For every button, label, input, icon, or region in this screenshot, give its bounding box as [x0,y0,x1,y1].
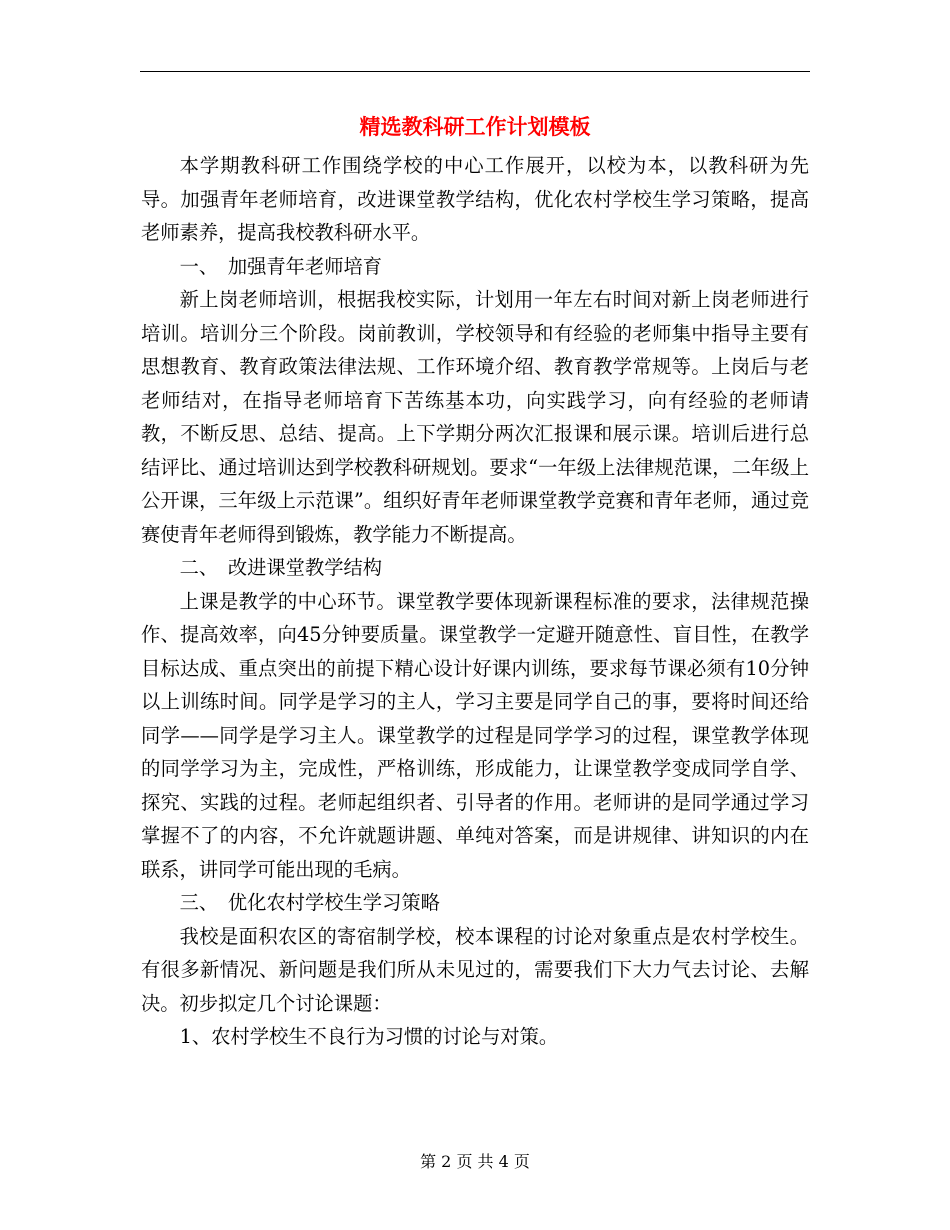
section-title: 改进课堂教学结构 [227,556,383,579]
section-number: 二、 [179,556,219,579]
section-heading-1 [141,250,809,284]
section-1-paragraph-1: 新上岗老师培训，根据我校实际，计划用一年左右时间对新上岗老师进行培训。培训分三个阶段。岗前教训，学校领导和有经验的老师集中指导主要有思想教育、教育政策法律法规、工作环境介绍、教育教学常规等。上岗后与老老师结对，在指导老师培育下苦练基本功，向实践学习，向有经验的老师请教，不断反思、总结、提高。上下学期分两次汇报课和展示课。培训后进行总结评比、通过培训达到学校教科研规划。要求“一年级上法律规范课，二年级上公开课，三年级上示范课”。组织好青年老师课堂教学竞赛和青年老师，通过竞赛使青年老师得到锻炼，教学能力不断提高。 [141,288,809,546]
intro-paragraph: 本学期教科研工作围绕学校的中心工作展开，以校为本，以教科研为先导。加强青年老师培育，改进课堂教学结构，优化农村学校生学习策略，提高老师素养，提高我校教科研水平。 [141,154,809,244]
section-title: 优化农村学校生学习策略 [227,891,440,914]
header-rule [140,71,810,72]
section-heading-2 [141,551,809,585]
section-3-paragraph-1: 我校是面积农区的寄宿制学校，校本课程的讨论对象重点是农村学校生。有很多新情况、新问题是我们所从未见过的，需要我们下大力气去讨论、去解决。初步拟定几个讨论课题： [141,924,809,1015]
section-heading-3 [141,886,809,920]
section-title: 加强青年老师培育 [227,254,383,278]
section-number: 三、 [179,891,219,914]
document-body [141,149,809,1054]
section-number: 一、 [179,254,219,278]
document-title: 精选教科研工作计划模板 [359,114,591,139]
page-number-footer: 第 2 页 共 4 页 [420,1152,530,1171]
section-2-paragraph-1: 上课是教学的中心环节。课堂教学要体现新课程标准的要求，法律规范操作、提高效率，向45分钟要质量。课堂教学一定避开随意性、盲目性，在教学目标达成、重点突出的前提下精心设计好课内训练，要求每节课必须有10分钟以上训练时间。同学是学习的主人，学习主要是同学自己的事，要将时间还给同学——同学是学习主人。课堂教学的过程是同学学习的过程，课堂教学体现的同学学习为主，完成性，严格训练，形成能力，让课堂教学变成同学自学、探究、实践的过程。老师起组织者、引导者的作用。老师讲的是同学通过学习掌握不了的内容，不允许就题讲题、单纯对答案，而是讲规律、讲知识的内在联系，讲同学可能出现的毛病。 [141,589,809,881]
section-3-list-item-1: 1、农村学校生不良行为习惯的讨论与对策。 [179,1025,559,1048]
